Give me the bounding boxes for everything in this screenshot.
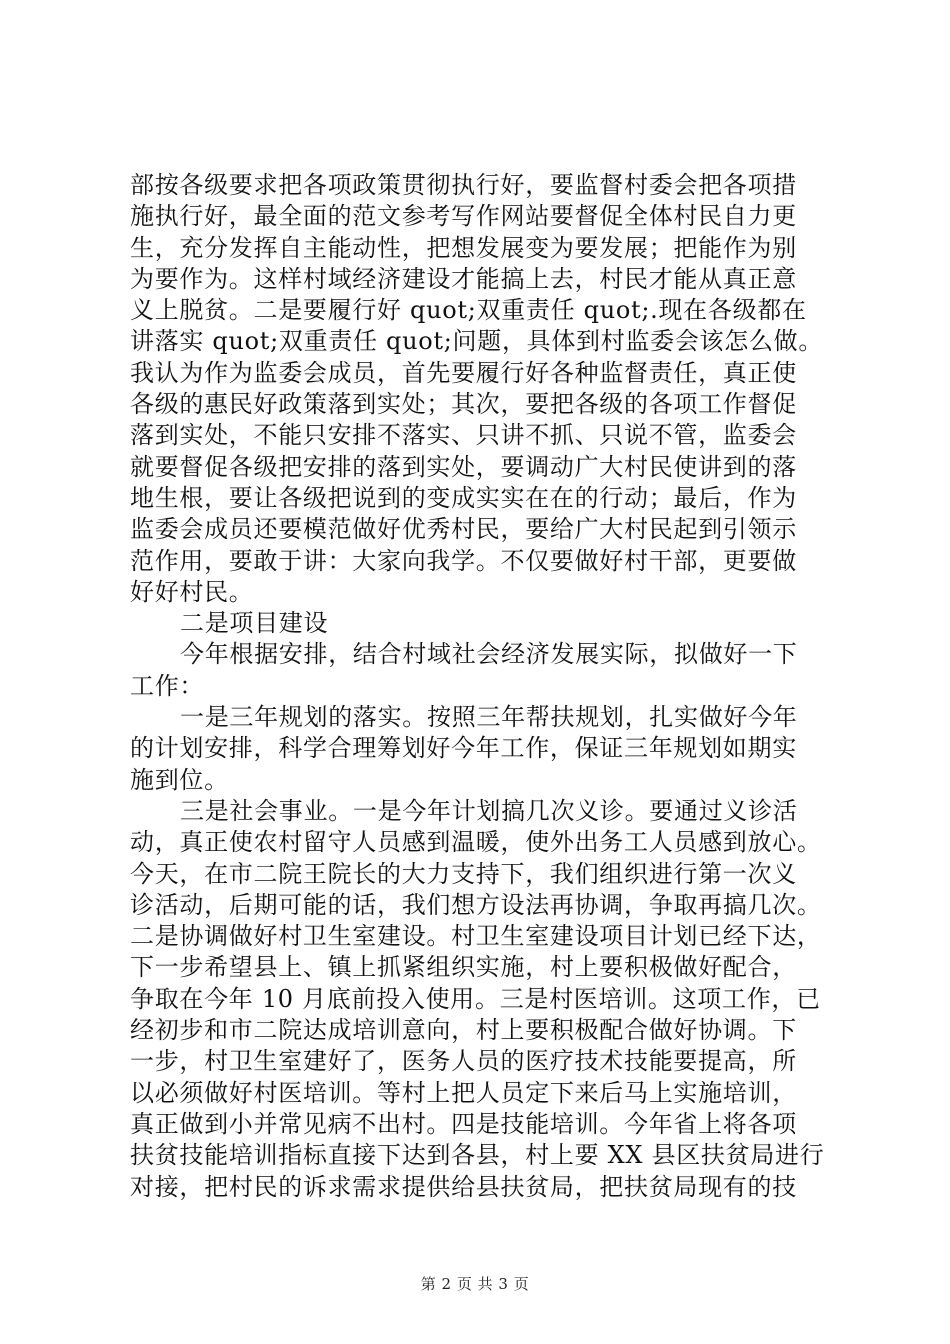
text-line: 真正做到小并常见病不出村。四是技能培训。今年省上将各项	[130, 1109, 797, 1138]
text-line: 下一步希望县上、镇上抓紧组织实施，村上要积极做好配合，	[130, 953, 797, 982]
text-line: 范作用，要敢于讲：大家向我学。不仅要做好村干部，更要做	[130, 546, 797, 575]
text-line: 二是项目建设	[180, 609, 329, 638]
text-line: 地生根，要让各级把说到的变成实实在在的行动；最后，作为	[130, 483, 797, 512]
text-line: 各级的惠民好政策落到实处；其次，要把各级的各项工作督促	[130, 390, 797, 419]
text-line: 一步，村卫生室建好了，医务人员的医疗技术技能要提高，所	[130, 1047, 797, 1076]
text-line: 为要作为。这样村域经济建设才能搞上去，村民才能从真正意	[130, 264, 797, 293]
text-line: 施执行好，最全面的范文参考写作网站要督促全体村民自力更	[130, 202, 797, 231]
text-line: 三是社会事业。一是今年计划搞几次义诊。要通过义诊活	[180, 796, 798, 825]
text-line: 落到实处，不能只安排不落实、只讲不抓、只说不管，监委会	[130, 421, 797, 450]
text-line: 争取在今年 10 月底前投入使用。三是村医培训。这项工作，已	[130, 984, 821, 1013]
text-line: 一是三年规划的落实。按照三年帮扶规划，扎实做好今年	[180, 703, 798, 732]
text-line: 监委会成员还要模范做好优秀村民，要给广大村民起到引领示	[130, 515, 797, 544]
text-line: 今年根据安排，结合村域社会经济发展实际，拟做好一下	[180, 640, 798, 669]
text-line: 的计划安排，科学合理筹划好今年工作，保证三年规划如期实	[130, 734, 797, 763]
text-line: 动，真正使农村留守人员感到温暖，使外出务工人员感到放心。	[130, 828, 822, 857]
text-line: 诊活动，后期可能的话，我们想方设法再协调，争取再搞几次。	[130, 890, 822, 919]
text-line: 以必须做好村医培训。等村上把人员定下来后马上实施培训，	[130, 1078, 797, 1107]
page-number-footer: 第 2 页 共 3 页	[420, 1275, 530, 1293]
text-line: 我认为作为监委会成员，首先要履行好各种监督责任，真正使	[130, 358, 797, 387]
text-line: 就要督促各级把安排的落到实处，要调动广大村民使讲到的落	[130, 452, 797, 481]
document-body	[130, 170, 834, 1203]
text-line: 对接，把村民的诉求需求提供给县扶贫局，把扶贫局现有的技	[130, 1172, 797, 1201]
text-line: 施到位。	[130, 765, 229, 794]
text-line: 义上脱贫。二是要履行好 quot;双重责任 quot;.现在各级都在	[130, 296, 807, 325]
text-line: 扶贫技能培训指标直接下达到各县，村上要 XX 县区扶贫局进行	[130, 1141, 825, 1170]
text-line: 好好村民。	[130, 577, 254, 606]
text-line: 二是协调做好村卫生室建设。村卫生室建设项目计划已经下达，	[130, 922, 822, 951]
text-line: 今天，在市二院王院长的大力支持下，我们组织进行第一次义	[130, 859, 797, 888]
text-line: 生，充分发挥自主能动性，把想发展变为要发展；把能作为别	[130, 233, 797, 262]
text-line: 讲落实 quot;双重责任 quot;问题，具体到村监委会该怎么做。	[130, 327, 824, 356]
text-line: 部按各级要求把各项政策贯彻执行好，要监督村委会把各项措	[130, 171, 797, 199]
text-line: 经初步和市二院达成培训意向，村上要积极配合做好协调。下	[130, 1016, 797, 1045]
text-line: 工作：	[130, 671, 205, 700]
